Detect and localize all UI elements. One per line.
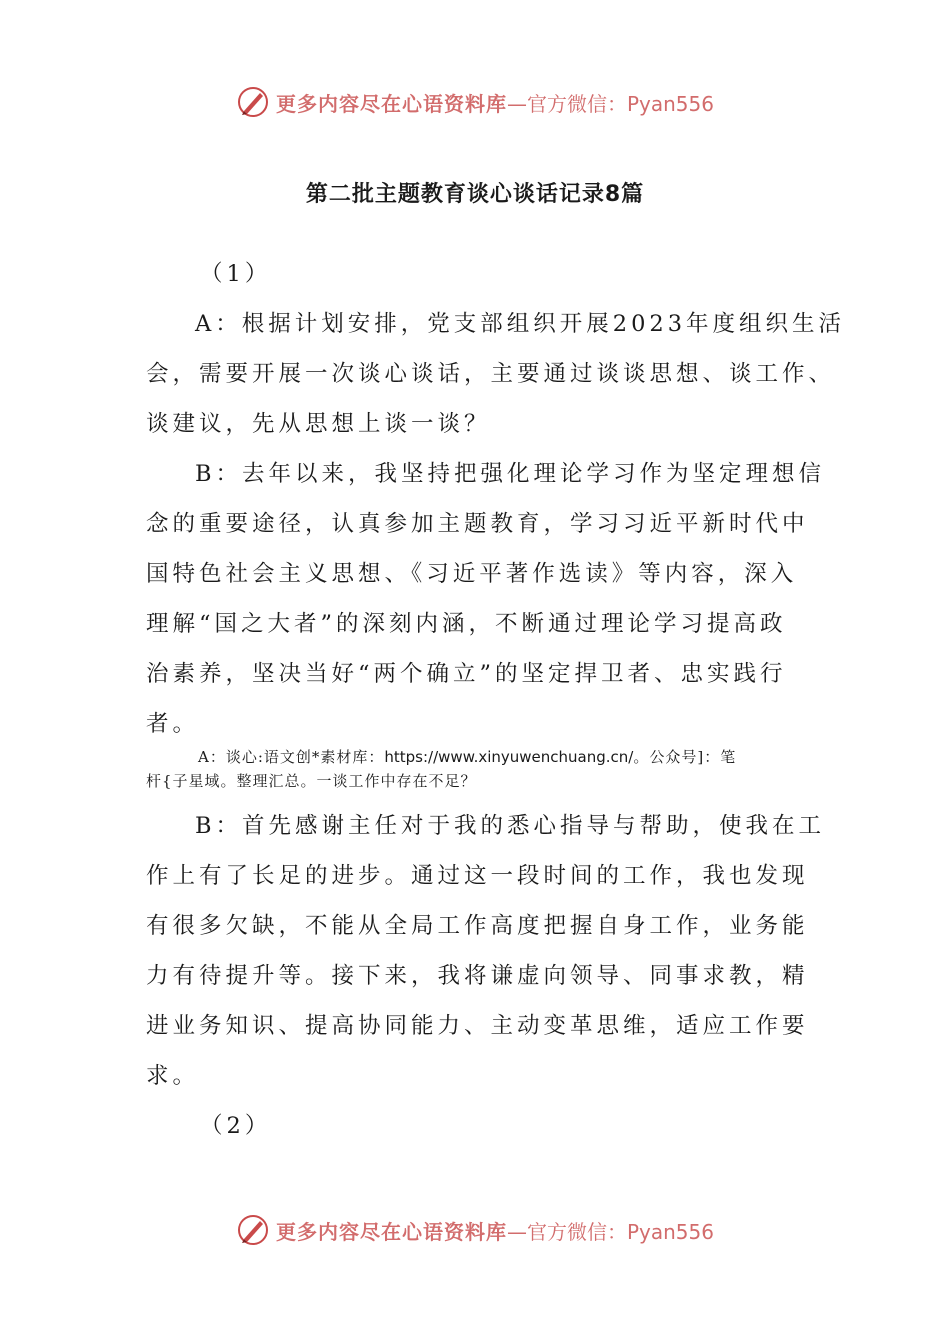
footer-banner-text: 更多内容尽在心语资料库	[275, 1219, 507, 1244]
para-b1-line: 理解“国之大者”的深刻内涵，不断通过理论学习提高政	[146, 611, 787, 637]
note-prefix: A：谈心:语文创*素材库：	[198, 748, 385, 766]
para-b1-line: B：去年以来，我坚持把强化理论学习作为坚定理想信	[195, 461, 826, 487]
para-a1-line: A：根据计划安排，党支部组织开展2023年度组织生活	[195, 311, 846, 337]
footer-banner-wechat: —官方微信：Pyan556	[506, 1219, 714, 1244]
para-b1-line: 者。	[146, 711, 200, 737]
pen-logo-icon	[236, 1213, 270, 1247]
header-banner-text: 更多内容尽在心语资料库	[275, 91, 507, 116]
para-b1-line: 治素养，坚决当好“两个确立”的坚定捍卫者、忠实践行	[146, 661, 787, 687]
para-b2-line: 作上有了长足的进步。通过这一段时间的工作，我也发现	[146, 863, 809, 889]
section-label-2: （2）	[200, 1113, 272, 1139]
para-b2-line: 有很多欠缺，不能从全局工作高度把握自身工作，业务能	[146, 913, 809, 939]
para-b1-line: 国特色社会主义思想、《习近平著作选读》等内容，深入	[146, 561, 798, 587]
note-suffix: 。公众号]：笔	[633, 748, 737, 766]
footer-banner	[0, 1210, 950, 1250]
section-label-1: （1）	[200, 261, 272, 287]
para-b2-line: B：首先感谢主任对于我的悉心指导与帮助，使我在工	[195, 813, 826, 839]
para-b2-line: 求。	[146, 1063, 200, 1089]
document-title: 第二批主题教育谈心谈话记录8篇	[305, 182, 645, 207]
para-a1-line: 会，需要开展一次谈心谈话，主要通过谈谈思想、谈工作、	[146, 361, 836, 387]
note-url-link[interactable]: https://www.xinyuwenchuang.cn/	[384, 748, 634, 766]
pen-logo-icon	[236, 85, 270, 119]
note-line-2: 杆{子星域。整理汇总。一谈工作中存在不足？	[146, 772, 477, 790]
para-b2-line: 进业务知识、提高协同能力、主动变革思维，适应工作要	[146, 1013, 809, 1039]
header-banner-wechat: —官方微信：Pyan556	[506, 91, 714, 116]
para-b2-line: 力有待提升等。接下来，我将谦虚向领导、同事求教，精	[146, 963, 809, 989]
para-b1-line: 念的重要途径，认真参加主题教育，学习习近平新时代中	[146, 511, 809, 537]
para-a1-line: 谈建议，先从思想上谈一谈？	[146, 411, 491, 437]
note-line-1	[198, 746, 736, 767]
header-banner	[0, 82, 950, 122]
